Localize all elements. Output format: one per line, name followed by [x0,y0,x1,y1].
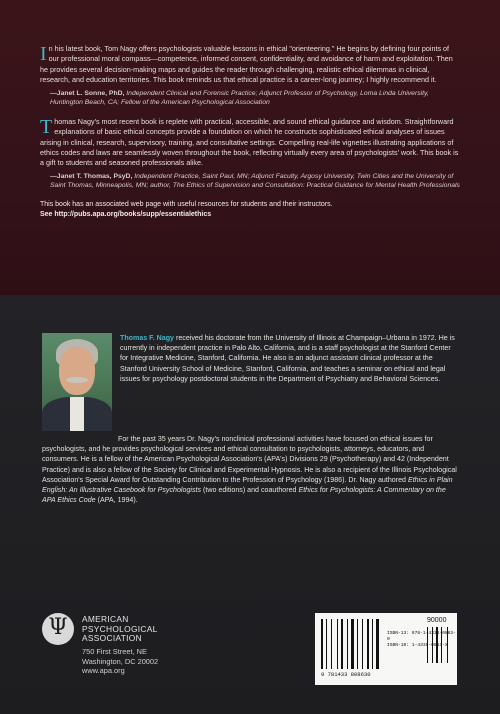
review-2-text: homas Nagy's most recent book is replete with practical, accessible, and sound ethical guidance and wisdom. Straightforward explanations of basic ethical concepts provide a foundation on which he constructs sophisticated ethical analyses of issues arising in clinical, research, supervisory, training, and consultative settings. Compelling real-life vignettes illustrating applications of ethics codes and laws are seamlessly woven throughout the book, reflecting virtually every area of psychologists' work. This book is a gift to students and seasoned professionals alike. [40,116,459,168]
website-note-link[interactable]: See http://pubs.apa.org/books/supp/essentialethics [40,211,212,219]
author-book-1: Ethics in Plain English: An Illustrative Casebook for Psychologists [42,475,453,495]
barcode-price-code: 90000 [427,617,447,624]
review-1-author-detail: Independent Clinical and Forensic Practice; Adjunct Professor of Psychology, Loma Linda University, Huntington Beach, CA; Fellow of the American Psychological Association [50,89,429,107]
review-2-author: —Janet T. Thomas, PsyD, [50,172,133,180]
review-1-dropcap: I [40,43,47,65]
barcode [315,613,457,685]
review-1-attribution [50,89,460,108]
apa-logo-icon: Ψ [42,613,74,645]
author-bio-lead [120,333,460,384]
author-bio-lead-text: received his doctorate from the University of Illinois at Champaign–Urbana in 1972. He is currently in independent practice in Palo Alto, California, and is a staff psychologist at the Stanford Center for Integrative Medicine, Stanford, California. He also is an adjunct assistant clinical professor at the Stanford University School of Medicine, Stanford, California, and teaches a seminar on ethical and legal issues for psychology postdoctoral students in the Department of Psychiatry and Behavioral Sciences. [120,334,455,383]
publisher-website[interactable]: www.apa.org [82,666,125,676]
review-1-author: —Janet L. Sonne, PhD, [50,89,125,97]
website-note-line1: This book has an associated web page with useful resources for students and their instructors. [40,201,333,209]
reviews-section [0,0,500,295]
author-bio-rest [42,434,460,505]
barcode-ean: 9 781433 808630 [321,671,371,678]
publisher-name: AMERICAN PSYCHOLOGICAL ASSOCIATION [82,614,158,644]
review-2-dropcap: T [40,115,53,138]
review-2-author-detail: Independent Practice, Saint Paul, MN; Adjunct Faculty, Argosy University, Twin Cities and the University of Saint Thomas, Minneapolis, MN; author, The Ethics of Supervision and Consultation: Practical Guidance for Mental Health Professionals [50,172,460,190]
author-name: Thomas F. Nagy [120,334,175,342]
review-1 [40,44,460,86]
review-1-text: n his latest book, Tom Nagy offers psychologists valuable lessons in ethical "orienteering." He begins by defining four points of our professional moral compass—competence, informed consent, confidentiality, and avoidance of harm and exploitation. Then he provides several decision-making maps and guides the reader through challenging, realistic ethical dilemmas in clinical, research, and education territories. This book reminds us that ethical practice is a career-long journey; I highly recommend it. [40,44,453,85]
author-bio-p2: For the past 35 years Dr. Nagy's nonclinical professional activities have focused on ethical issues for psychologists, and he provides psychological services and ethical consultation to psychologists, attorneys, educators, and consumers. He is a fellow of the American Psychological Association's (APA's) Divisions 29 (Psychotherapy) and 42 (Independent Practice) and is also a fellow of the Society for Clinical and Experimental Hypnosis. He is also a recipient of the Illinois Psychological Association's Special Award for Outstanding Contribution to the Profession of Psychology (1986). Dr. Nagy authored [42,435,457,484]
review-2 [40,117,460,169]
barcode-isbn-info: ISBN-13: 978-1-4338-0863-0 ISBN-10: 1-4338-0863-X [387,631,456,648]
author-bio-mid: (two editions) and coauthored [203,486,297,495]
author-section [0,295,500,714]
review-2-attribution [50,172,460,191]
author-bio-tail: (APA, 1994). [97,496,138,505]
author-book-2: Ethics for Psychologists: A Commentary on the APA Ethics Code [42,486,446,505]
author-photo [42,333,112,431]
publisher-address: 750 First Street, NE Washington, DC 20002 www.apa.org [82,647,159,676]
